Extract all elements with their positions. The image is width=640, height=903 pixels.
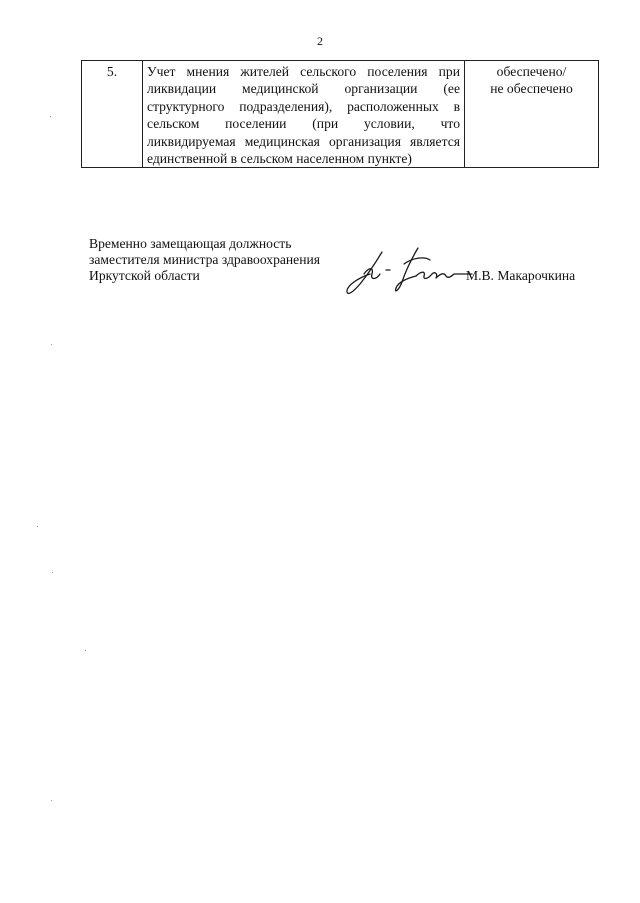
scan-speck xyxy=(52,572,53,573)
row-value xyxy=(465,61,599,168)
page-number: 2 xyxy=(317,34,323,48)
row-number: 5. xyxy=(82,61,143,168)
scan-speck xyxy=(51,800,52,801)
position-line-3: Иркутской области xyxy=(89,268,200,283)
table-row xyxy=(82,61,599,168)
criteria-table xyxy=(81,60,599,168)
position-line-2: заместителя министра здравоохранения xyxy=(89,252,321,267)
scan-speck xyxy=(51,344,52,345)
position-line-1: Временно замещающая должность xyxy=(89,236,292,251)
row-description: Учет мнения жителей сельского поселения при ликвидации медицинской организации (ее структурного подразделения), расположенных в сельском поселении (при условии, что ликвидируемая медицинская организация является единственной в сельском населенном пункте) xyxy=(143,61,465,168)
scan-speck xyxy=(85,650,86,651)
value-option-provided: обеспечено/ xyxy=(496,64,567,79)
scan-speck xyxy=(37,526,38,527)
scan-speck xyxy=(50,116,51,117)
signer-name: М.В. Макарочкина xyxy=(466,268,576,283)
handwritten-signature xyxy=(342,244,476,304)
value-option-not-provided: не обеспечено xyxy=(490,81,573,97)
signatory-position xyxy=(89,236,320,284)
